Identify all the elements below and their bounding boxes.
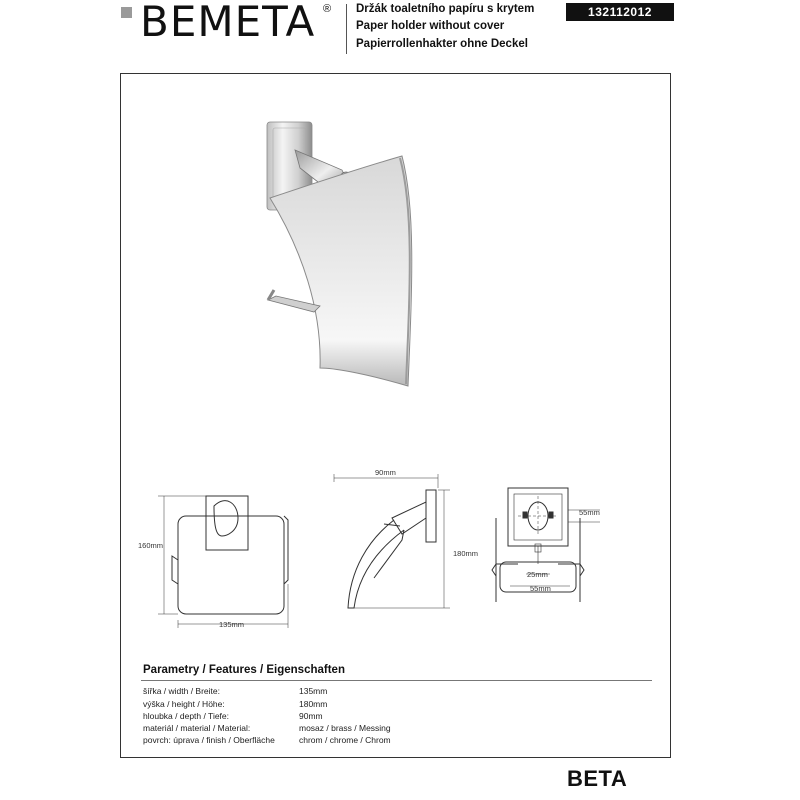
param-value-depth: 90mm bbox=[299, 711, 323, 721]
side-depth-label: 90mm bbox=[375, 468, 396, 477]
header-divider bbox=[346, 4, 347, 54]
param-label-width: šířka / width / Breite: bbox=[143, 686, 220, 696]
title-czech: Držák toaletního papíru s krytem bbox=[356, 3, 535, 15]
logo-square-mark bbox=[121, 7, 132, 18]
title-german: Papierrollenhakter ohne Deckel bbox=[356, 38, 528, 50]
plate-size-label: 55mm bbox=[579, 508, 600, 517]
side-view-drawing bbox=[320, 460, 470, 620]
front-width-label: 135mm bbox=[219, 620, 245, 629]
param-value-finish: chrom / chrome / Chrom bbox=[299, 735, 391, 745]
param-label-depth: hloubka / depth / Tiefe: bbox=[143, 711, 230, 721]
params-divider bbox=[141, 680, 652, 681]
param-label-height: výška / height / Höhe: bbox=[143, 699, 225, 709]
brand-logo: BEMETA bbox=[140, 0, 316, 46]
param-value-width: 135mm bbox=[299, 686, 328, 696]
params-heading: Parametry / Features / Eigenschaften bbox=[143, 664, 345, 676]
product-photo bbox=[240, 110, 460, 400]
param-label-material: materiál / material / Material: bbox=[143, 723, 251, 733]
param-value-material: mosaz / brass / Messing bbox=[299, 723, 391, 733]
title-english: Paper holder without cover bbox=[356, 20, 505, 32]
series-name: BETA bbox=[567, 766, 628, 791]
front-height-label: 160mm bbox=[138, 541, 164, 550]
param-value-height: 180mm bbox=[299, 699, 328, 709]
product-code-badge: 132112012 bbox=[566, 3, 674, 21]
side-height-label: 180mm bbox=[453, 549, 479, 558]
plate-small-label: 25mm bbox=[527, 570, 548, 579]
param-label-finish: povrch: úprava / finish / Oberfläche bbox=[143, 735, 275, 745]
front-view-drawing bbox=[130, 480, 300, 640]
plate-spacing-label: 55mm bbox=[530, 584, 551, 593]
registered-mark: ® bbox=[323, 3, 332, 15]
